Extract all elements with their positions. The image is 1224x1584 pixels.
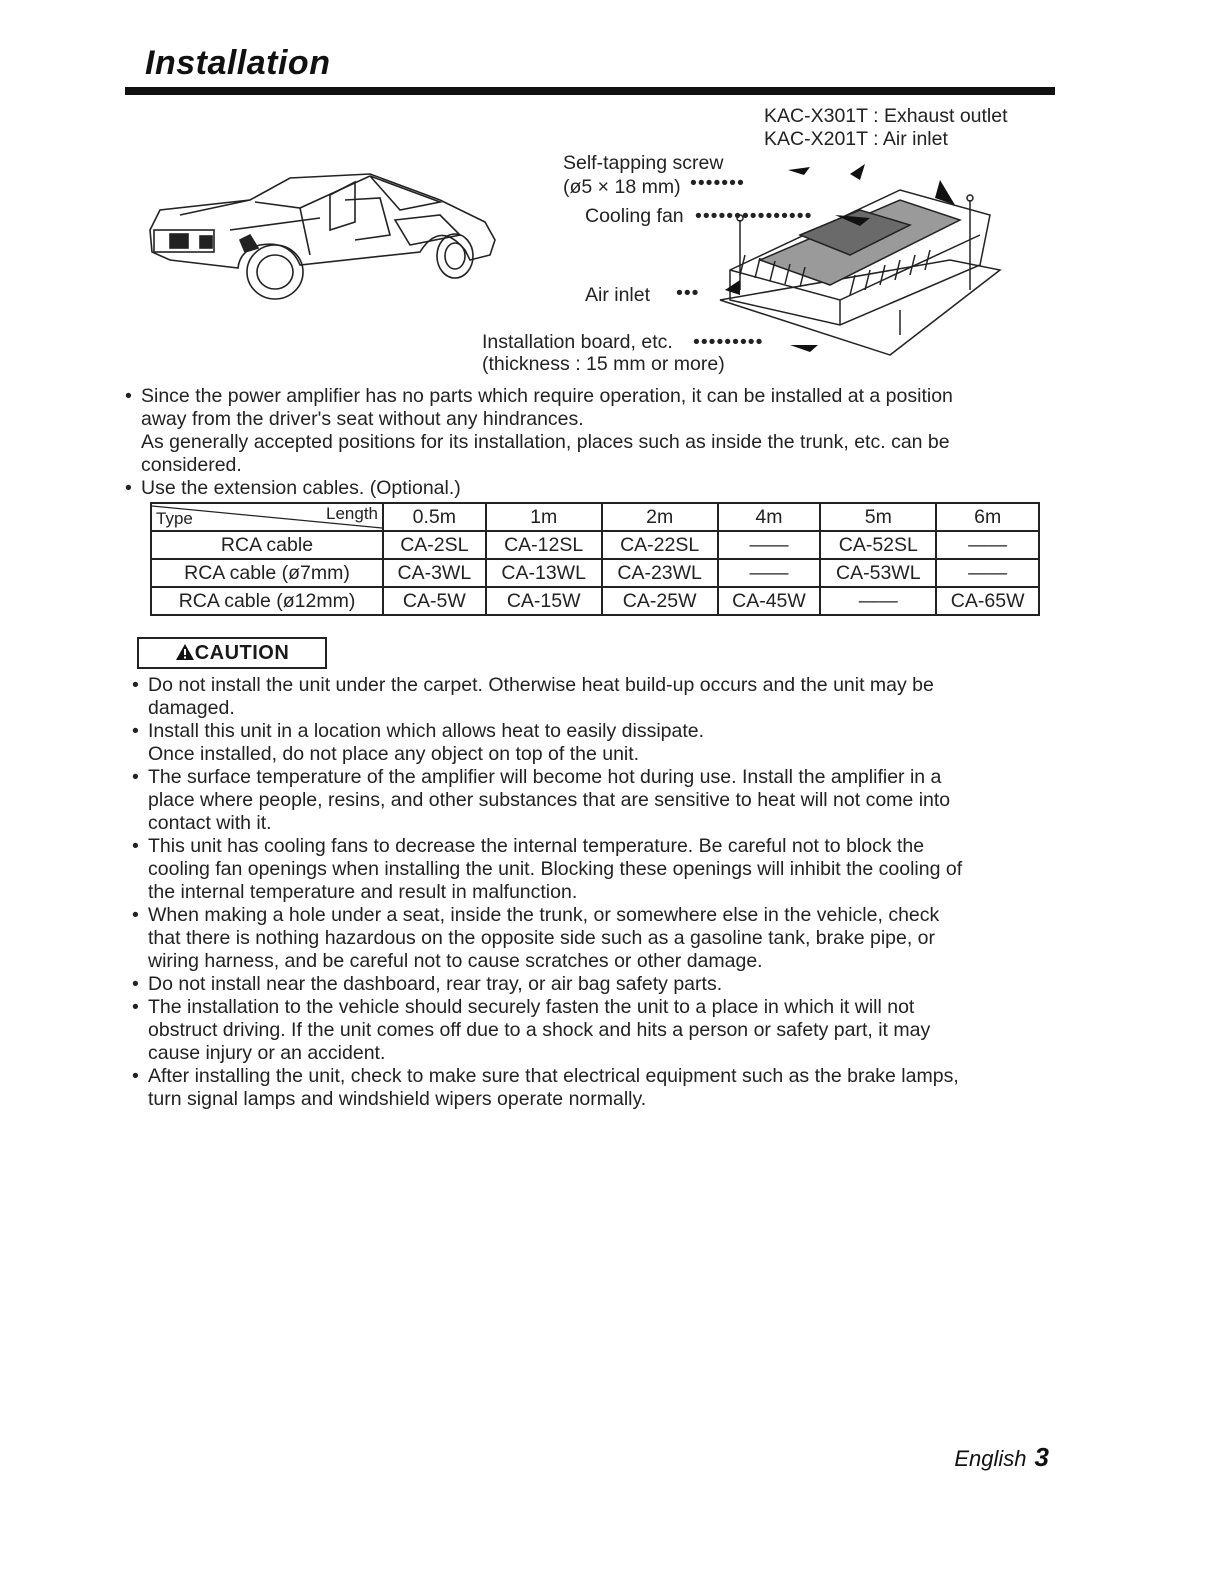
table-cell: —— <box>936 559 1039 587</box>
page-footer <box>954 1442 1049 1473</box>
bullet-dot: • <box>132 720 139 742</box>
caution-heading-box <box>137 637 327 669</box>
cable-type-cell: RCA cable (ø7mm) <box>151 559 383 587</box>
caution-item-line: place where people, resins, and other substances that are sensitive to heat will not come into <box>148 789 951 811</box>
screw-label: Self-tapping screw <box>563 152 724 174</box>
caution-heading: CAUTION <box>194 642 290 664</box>
caution-item-line: cooling fan openings when installing the unit. Blocking these openings will inhibit the cooling of <box>148 858 963 880</box>
screw-size-label: (ø5 × 18 mm) <box>563 176 681 198</box>
length-header: 0.5m <box>383 503 486 531</box>
intro-bullet-1-line4: considered. <box>141 454 242 476</box>
table-cell: CA-5W <box>383 587 486 615</box>
bullet-text: Use the extension cables. (Optional.) <box>141 477 461 499</box>
intro-bullet-1-line2: away from the driver's seat without any hindrances. <box>141 408 584 430</box>
bullet-dot: • <box>132 904 139 926</box>
table-cell: —— <box>820 587 936 615</box>
table-cell: CA-12SL <box>486 531 602 559</box>
bullet-dot: • <box>125 477 132 499</box>
caution-item-line: the internal temperature and result in malfunction. <box>148 881 578 903</box>
table-cell: —— <box>718 559 821 587</box>
caution-item-line: turn signal lamps and windshield wipers operate normally. <box>148 1088 647 1110</box>
table-cell: CA-23WL <box>602 559 718 587</box>
caution-item-line: that there is nothing hazardous on the opposite side such as a gasoline tank, brake pipe, or <box>148 927 936 949</box>
cooling-fan-label: Cooling fan <box>585 205 684 227</box>
table-row <box>151 587 1039 615</box>
table-row <box>151 531 1039 559</box>
page-title: Installation <box>145 44 331 82</box>
screw-leader-dots: ••••••• <box>690 172 745 194</box>
bullet-dot: • <box>132 766 139 788</box>
table-header-row <box>151 503 1039 531</box>
bullet-dot: • <box>132 674 139 696</box>
page-number: 3 <box>1034 1442 1049 1472</box>
table-cell: CA-53WL <box>820 559 936 587</box>
table-cell: —— <box>936 531 1039 559</box>
table-cell: CA-45W <box>718 587 821 615</box>
table-corner-cell <box>151 503 383 531</box>
corner-type-label: Type <box>156 509 193 528</box>
intro-bullet-1-line3: As generally accepted positions for its installation, places such as inside the trunk, etc. can be <box>141 431 950 453</box>
table-cell: CA-52SL <box>820 531 936 559</box>
caution-item-line: cause injury or an accident. <box>148 1042 386 1064</box>
car-illustration <box>140 160 510 310</box>
cable-type-cell: RCA cable (ø12mm) <box>151 587 383 615</box>
extension-cable-table <box>150 502 1040 616</box>
bullet-dot: • <box>125 385 132 407</box>
length-header: 5m <box>820 503 936 531</box>
model-label-x301t: KAC-X301T : Exhaust outlet <box>764 105 1008 127</box>
warning-triangle-icon <box>175 643 195 661</box>
caution-item-line: contact with it. <box>148 812 272 834</box>
board-label: Installation board, etc. <box>482 331 673 353</box>
table-cell: CA-2SL <box>383 531 486 559</box>
caution-item-line: The installation to the vehicle should securely fasten the unit to a place in which it will not <box>148 996 915 1018</box>
bullet-text: Since the power amplifier has no parts which require operation, it can be installed at a position <box>141 385 953 407</box>
table-row <box>151 559 1039 587</box>
caution-item-line: After installing the unit, check to make sure that electrical equipment such as the brake lamps, <box>148 1065 959 1087</box>
table-cell: CA-25W <box>602 587 718 615</box>
caution-item-line: Do not install the unit under the carpet. Otherwise heat build-up occurs and the unit may be <box>148 674 934 696</box>
caution-item-line: wiring harness, and be careful not to cause scratches or other damage. <box>148 950 763 972</box>
caution-item-line: Install this unit in a location which allows heat to easily dissipate. <box>148 720 705 742</box>
caution-item-line: damaged. <box>148 697 235 719</box>
bullet-dot: • <box>132 1065 139 1087</box>
caution-item-line: The surface temperature of the amplifier will become hot during use. Install the amplifier in a <box>148 766 942 788</box>
caution-item-line: When making a hole under a seat, inside the trunk, or somewhere else in the vehicle, check <box>148 904 940 926</box>
caution-item-line: Once installed, do not place any object on top of the unit. <box>148 743 640 765</box>
bullet-dot: • <box>132 973 139 995</box>
bullet-dot: • <box>132 835 139 857</box>
footer-language: English <box>954 1446 1027 1471</box>
air-inlet-leader-dots: ••• <box>676 282 700 304</box>
board-leader-dots: ••••••••• <box>693 331 764 353</box>
table-cell: CA-65W <box>936 587 1039 615</box>
corner-length-label: Length <box>326 504 378 523</box>
table-cell: —— <box>718 531 821 559</box>
caution-item-line: This unit has cooling fans to decrease the internal temperature. Be careful not to block the <box>148 835 925 857</box>
caution-item-line: Do not install near the dashboard, rear tray, or air bag safety parts. <box>148 973 723 995</box>
board-thickness-label: (thickness : 15 mm or more) <box>482 353 725 375</box>
caution-item-line: obstruct driving. If the unit comes off due to a shock and hits a person or safety part, it may <box>148 1019 931 1041</box>
length-header: 6m <box>936 503 1039 531</box>
model-label-x201t: KAC-X201T : Air inlet <box>764 128 948 150</box>
bullet-dot: • <box>132 996 139 1018</box>
table-cell: CA-13WL <box>486 559 602 587</box>
table-cell: CA-3WL <box>383 559 486 587</box>
length-header: 2m <box>602 503 718 531</box>
table-cell: CA-15W <box>486 587 602 615</box>
cooling-fan-leader-dots: ••••••••••••••• <box>695 205 813 227</box>
length-header: 4m <box>718 503 821 531</box>
table-cell: CA-22SL <box>602 531 718 559</box>
air-inlet-label: Air inlet <box>585 284 651 306</box>
length-header: 1m <box>486 503 602 531</box>
cable-type-cell: RCA cable <box>151 531 383 559</box>
title-rule <box>125 87 1055 95</box>
